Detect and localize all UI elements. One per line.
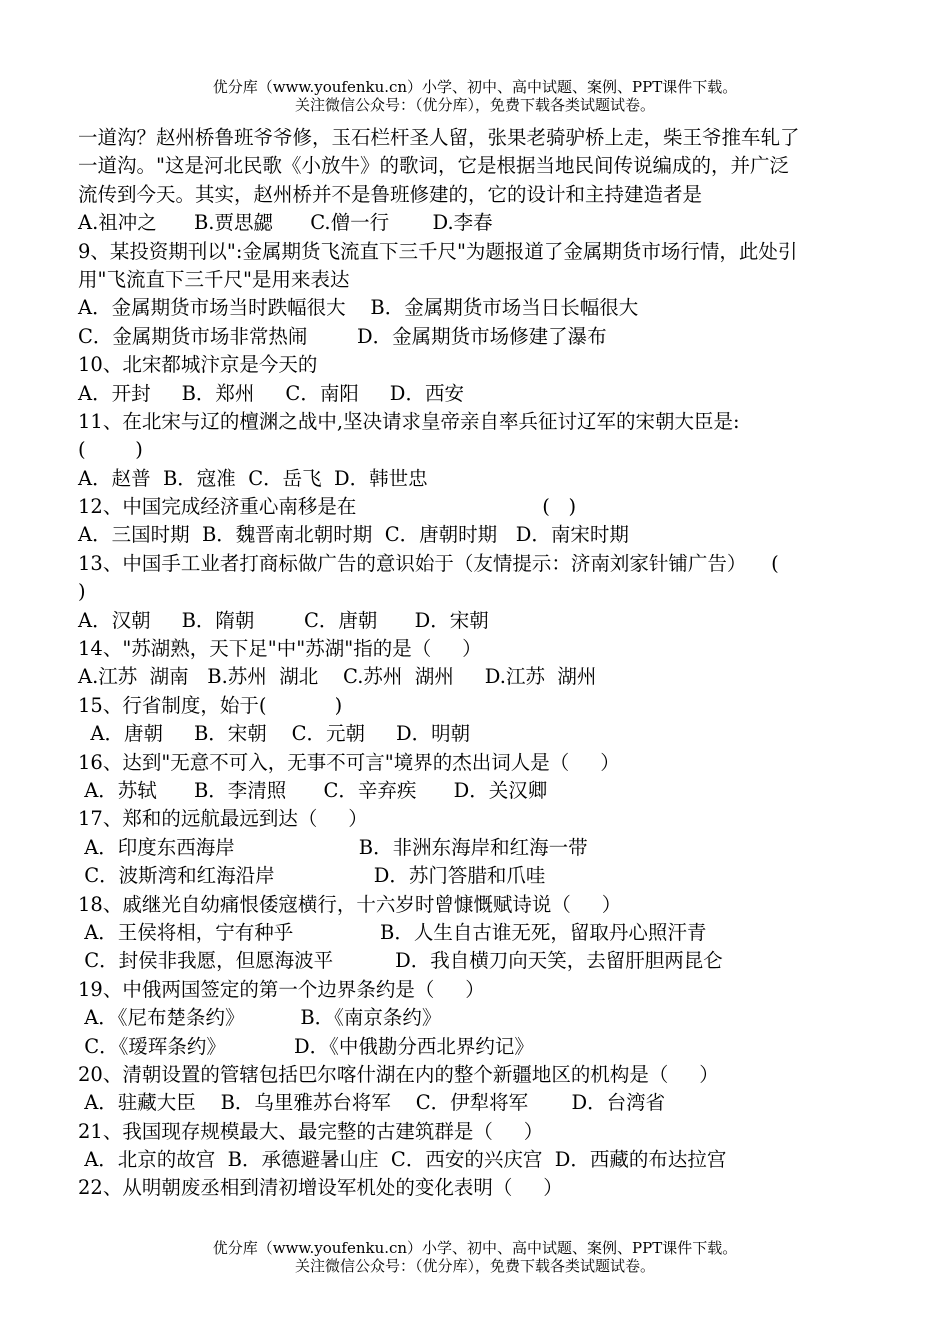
question-12: 12、中国完成经济重心南移是在 ( ) [78,495,577,519]
answer-options: A.祖冲之 B.贾思勰 C.僧一行 D.李春 [78,211,493,235]
answer-options: A．汉朝 B．隋朝 C．唐朝 D．宋朝 [78,608,489,632]
answer-options: A．驻藏大臣 B．乌里雅苏台将军 C．伊犁将军 D．台湾省 [78,1091,666,1115]
question-13: 13、中国手工业者打商标做广告的意识始于（友情提示：济南刘家针铺广告） ( [78,551,779,575]
answer-options: A．《尼布楚条约》 B．《南京条约》 [78,1006,442,1030]
document-body [78,124,890,1203]
page-header [0,78,950,114]
answer-options: A．金属期货市场当时跌幅很大 B．金属期货市场当日长幅很大 [78,296,639,320]
question-20: 20、清朝设置的管辖包括巴尔喀什湖在内的整个新疆地区的机构是（ ） [78,1062,719,1086]
answer-blank: ( ) [78,438,143,462]
question-16: 16、达到"无意不可入，无事不可言"境界的杰出词人是（ ） [78,750,620,774]
answer-options: A．王侯将相，宁有种乎 B．人生自古谁无死，留取丹心照汗青 [78,920,707,944]
text-line: 一道沟。"这是河北民歌《小放牛》的歌词，它是根据当地民间传说编成的，并广泛 [78,154,789,178]
question-10: 10、北宋都城汴京是今天的 [78,353,318,377]
text-line: 一道沟？赵州桥鲁班爷爷修，玉石栏杆圣人留，张果老骑驴桥上走，柴王爷推车轧了 [78,126,800,149]
text-line: 流传到今天。其实，赵州桥并不是鲁班修建的，它的设计和主持建造者是 [78,182,703,206]
answer-options: A.江苏 湖南 B.苏州 湖北 C.苏州 湖州 D.江苏 湖州 [78,665,597,689]
answer-options: A．苏轼 B．李清照 C．辛弃疾 D．关汉卿 [78,778,548,802]
question-14: 14、"苏湖熟，天下足"中"苏湖"指的是（ ） [78,637,482,661]
question-17: 17、郑和的远航最远到达（ ） [78,807,368,831]
header-line-1: 优分库（www.youfenku.cn）小学、初中、高中试题、案例、PPT课件下载。 [212,78,738,96]
question-19: 19、中俄两国签定的第一个边界条约是（ ） [78,977,485,1001]
footer-line-1: 优分库（www.youfenku.cn）小学、初中、高中试题、案例、PPT课件下载。 [212,1239,738,1257]
footer-line-2: 关注微信公众号：（优分库），免费下载各类试题试卷。 [294,1257,655,1275]
answer-options: A．印度东西海岸 B．非洲东海岸和红海一带 [78,835,588,859]
answer-options: A．赵普 B．寇准 C．岳飞 D．韩世忠 [78,466,428,490]
answer-options: C．波斯湾和红海沿岸 D．苏门答腊和爪哇 [78,864,546,888]
question-22: 22、从明朝废丞相到清初增设军机处的变化表明（ ） [78,1176,563,1200]
page-footer [0,1239,950,1275]
question-18: 18、戚继光自幼痛恨倭寇横行，十六岁时曾慷慨赋诗说（ ） [78,892,622,916]
answer-options: C．金属期货市场非常热闹 D．金属期货市场修建了瀑布 [78,324,607,348]
question-21: 21、我国现存规模最大、最完整的古建筑群是（ ） [78,1119,544,1143]
header-line-2: 关注微信公众号：（优分库），免费下载各类试题试卷。 [294,96,655,114]
question-15: 15、行省制度，始于( ) [78,693,343,717]
answer-options: A．三国时期 B．魏晋南北朝时期 C．唐朝时期 D．南宋时期 [78,523,629,547]
text-line: 用"飞流直下三千尺"是用来表达 [78,267,350,291]
answer-options: A．北京的故宫 B．承德避暑山庄 C．西安的兴庆宫 D．西藏的布达拉宫 [78,1148,727,1172]
answer-blank: ) [78,580,86,604]
answer-options: C．封侯非我愿，但愿海波平 D．我自横刀向天笑，去留肝胆两昆仑 [78,949,723,973]
answer-options: A．唐朝 B．宋朝 C．元朝 D．明朝 [78,722,471,746]
answer-options: A．开封 B．郑州 C．南阳 D．西安 [78,381,464,405]
answer-options: C．《瑷珲条约》 D．《中俄勘分西北界约记》 [78,1034,534,1058]
question-9: 9、某投资期刊以":金属期货飞流直下三千尺"为题报道了金属期货市场行情，此处引 [78,239,798,263]
question-11: 11、在北宋与辽的檀渊之战中,坚决请求皇帝亲自率兵征讨辽军的宋朝大臣是: [78,409,740,433]
